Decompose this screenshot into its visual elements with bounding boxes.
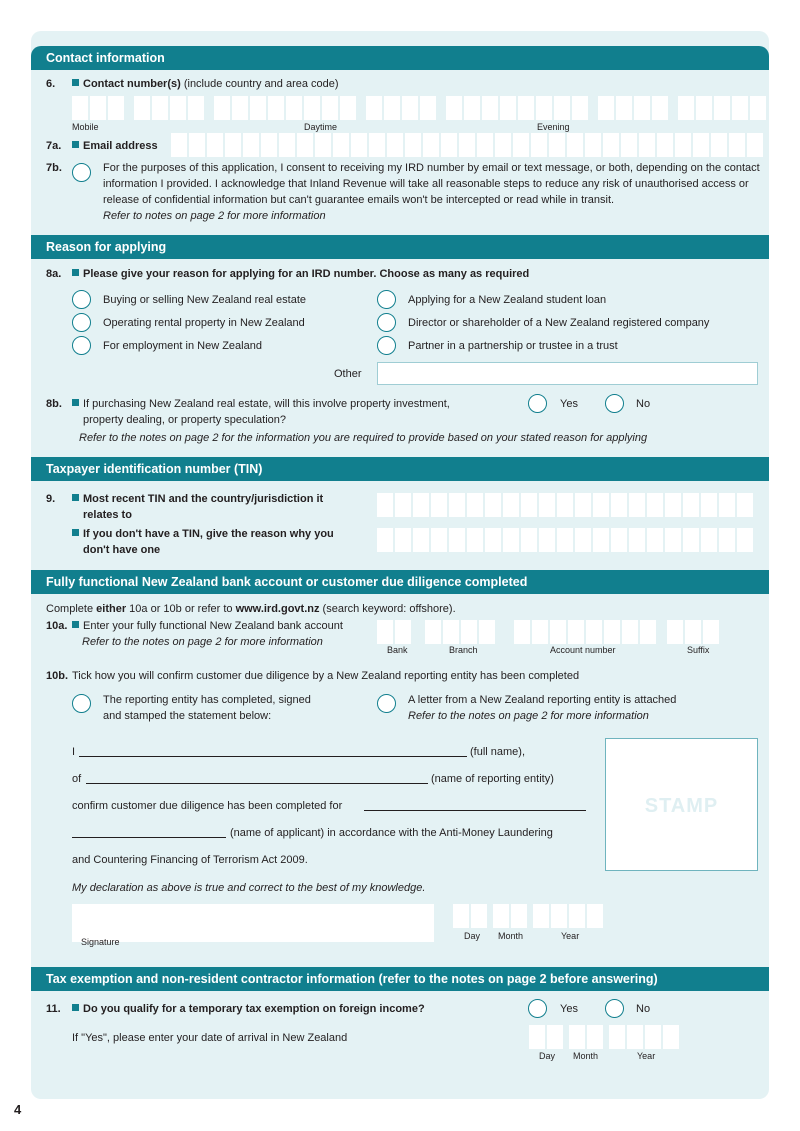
other-label: Other	[334, 368, 362, 380]
input-cell[interactable]	[711, 133, 727, 157]
q9-reason-label-line1: If you don't have a TIN, give the reason why you	[72, 526, 334, 542]
q10a-label: Enter your fully functional New Zealand bank account	[72, 618, 343, 634]
input-cell[interactable]	[485, 528, 501, 552]
signature-label: Signature	[81, 937, 120, 947]
q8b-yes-label: Yes	[560, 398, 578, 410]
q10b-number: 10b.	[46, 670, 69, 682]
arrival-month-field[interactable]	[569, 1025, 605, 1049]
branch-label: Branch	[449, 645, 478, 655]
input-cell[interactable]	[675, 133, 691, 157]
input-cell[interactable]	[377, 493, 393, 517]
input-cell[interactable]	[377, 528, 393, 552]
input-cell[interactable]	[729, 133, 745, 157]
input-cell[interactable]	[207, 133, 223, 157]
input-cell[interactable]	[575, 528, 591, 552]
input-cell[interactable]	[413, 493, 429, 517]
input-cell[interactable]	[485, 493, 501, 517]
arrival-day-label: Day	[539, 1051, 556, 1061]
q10b-label: Tick how you will confirm customer due diligence by a New Zealand reporting entity has been completed	[72, 670, 580, 682]
cdd-letter-radio[interactable]	[377, 694, 396, 713]
decl-year-field[interactable]	[533, 904, 605, 928]
cdd-statement-line1: The reporting entity has completed, signed	[103, 694, 311, 706]
q11-label: Do you qualify for a temporary tax exemption on foreign income?	[72, 1001, 425, 1017]
input-cell[interactable]	[665, 528, 681, 552]
tin-reason-field[interactable]	[377, 528, 755, 552]
suffix-field[interactable]	[667, 620, 721, 644]
input-cell[interactable]	[395, 493, 411, 517]
email-field[interactable]	[171, 133, 765, 157]
input-cell[interactable]	[503, 528, 519, 552]
decl-confirm: confirm customer due diligence has been completed for	[72, 800, 343, 812]
arrival-year-field[interactable]	[609, 1025, 681, 1049]
section-header-tin: Taxpayer identification number (TIN)	[31, 457, 769, 481]
account-number-label: Account number	[550, 645, 616, 655]
q9-number: 9.	[46, 493, 56, 505]
mobile-label: Mobile	[72, 122, 99, 132]
input-cell[interactable]	[315, 133, 331, 157]
input-cell[interactable]	[171, 133, 187, 157]
input-cell[interactable]	[737, 528, 753, 552]
section-header-bank: Fully functional New Zealand bank account or customer due diligence completed	[31, 570, 769, 594]
account-number-field[interactable]	[514, 620, 658, 644]
mobile-field[interactable]	[72, 96, 304, 120]
reason-label: Buying or selling New Zealand real estate	[103, 294, 307, 306]
q6-label: Contact number(s) (include country and area code)	[72, 76, 339, 92]
bullet-square-icon	[72, 529, 79, 536]
section-header-tax: Tax exemption and non-resident contractor information (refer to the notes on page 2 before answering)	[31, 967, 769, 991]
input-cell[interactable]	[539, 493, 555, 517]
daytime-label: Daytime	[304, 122, 338, 132]
input-cell[interactable]	[423, 133, 439, 157]
input-cell[interactable]	[593, 528, 609, 552]
input-cell[interactable]	[747, 133, 763, 157]
reason-radio-employment[interactable]	[72, 336, 91, 355]
signature-box[interactable]	[72, 904, 434, 942]
decl-true: My declaration as above is true and correct to the best of my knowledge.	[72, 882, 426, 894]
input-cell[interactable]	[521, 528, 537, 552]
arrival-year-label: Year	[637, 1051, 656, 1061]
applicant-line-2[interactable]	[72, 837, 226, 838]
decl-i: I	[72, 746, 76, 758]
stamp-box	[605, 738, 758, 871]
cdd-letter-line1: A letter from a New Zealand reporting entity is attached	[408, 694, 677, 706]
input-cell[interactable]	[611, 528, 627, 552]
q11-number: 11.	[46, 1003, 61, 1015]
q8b-number: 8b.	[46, 398, 62, 410]
page-number: 4	[14, 1102, 22, 1117]
other-reason-input[interactable]	[377, 362, 758, 385]
input-cell[interactable]	[431, 493, 447, 517]
input-cell[interactable]	[297, 133, 313, 157]
input-cell[interactable]	[395, 528, 411, 552]
cdd-statement-radio[interactable]	[72, 694, 91, 713]
input-cell[interactable]	[279, 133, 295, 157]
decl-act: and Countering Financing of Terrorism Act 2009.	[72, 854, 308, 866]
daytime-field[interactable]	[304, 96, 536, 120]
bank-label: Bank	[387, 645, 408, 655]
reason-radio-real-estate[interactable]	[72, 290, 91, 309]
bullet-square-icon	[72, 1004, 79, 1011]
input-cell[interactable]	[495, 133, 511, 157]
input-cell[interactable]	[477, 133, 493, 157]
input-cell[interactable]	[603, 133, 619, 157]
input-cell[interactable]	[701, 528, 717, 552]
q9-tin-label-line1: Most recent TIN and the country/jurisdiction it	[72, 491, 323, 507]
consent-note: Refer to notes on page 2 for more information	[103, 210, 326, 222]
input-cell[interactable]	[549, 133, 565, 157]
q8b-note: Refer to the notes on page 2 for the information you are required to provide based on your stated reason for applying	[79, 432, 648, 444]
input-cell[interactable]	[413, 528, 429, 552]
input-cell[interactable]	[585, 133, 601, 157]
input-cell[interactable]	[719, 528, 735, 552]
q10a-number: 10a.	[46, 620, 68, 632]
input-cell[interactable]	[441, 133, 457, 157]
decl-day-field[interactable]	[453, 904, 489, 928]
input-cell[interactable]	[459, 133, 475, 157]
consent-radio[interactable]	[72, 163, 91, 182]
q8b-no-radio[interactable]	[605, 394, 624, 413]
input-cell[interactable]	[449, 528, 465, 552]
bank-intro: Complete either 10a or 10b or refer to www.ird.govt.nz (search keyword: offshore).	[46, 603, 456, 615]
input-cell[interactable]	[629, 528, 645, 552]
input-cell[interactable]	[665, 493, 681, 517]
input-cell[interactable]	[387, 133, 403, 157]
bullet-square-icon	[72, 269, 79, 276]
decl-fullname: (full name),	[470, 746, 526, 758]
input-cell[interactable]	[629, 493, 645, 517]
q9-tin-label-line2: relates to	[83, 509, 132, 521]
stamp-watermark: STAMP	[644, 795, 719, 817]
section-header-reason: Reason for applying	[31, 235, 769, 259]
q8b-yes-radio[interactable]	[528, 394, 547, 413]
bank-code-field[interactable]	[377, 620, 413, 644]
input-cell[interactable]	[557, 528, 573, 552]
q8b-label-line2: property dealing, or property speculation?	[83, 414, 287, 426]
decl-of: of	[72, 773, 82, 785]
input-cell[interactable]	[243, 133, 259, 157]
reason-radio-rental[interactable]	[72, 313, 91, 332]
input-cell[interactable]	[557, 493, 573, 517]
input-cell[interactable]	[737, 493, 753, 517]
branch-field[interactable]	[425, 620, 497, 644]
input-cell[interactable]	[449, 493, 465, 517]
q11-yes-radio[interactable]	[528, 999, 547, 1018]
input-cell[interactable]	[261, 133, 277, 157]
input-cell[interactable]	[351, 133, 367, 157]
q11-no-radio[interactable]	[605, 999, 624, 1018]
input-cell[interactable]	[405, 133, 421, 157]
input-cell[interactable]	[647, 528, 663, 552]
section-header-contact: Contact information	[31, 46, 769, 70]
input-cell[interactable]	[611, 493, 627, 517]
q8a-number: 8a.	[46, 268, 62, 280]
decl-applicant: (name of applicant) in accordance with the Anti-Money Laundering	[230, 827, 553, 839]
suffix-label: Suffix	[687, 645, 710, 655]
input-cell[interactable]	[539, 528, 555, 552]
applicant-line-1[interactable]	[364, 810, 586, 811]
input-cell[interactable]	[431, 528, 447, 552]
bullet-square-icon	[72, 494, 79, 501]
arrival-label: If "Yes", please enter your date of arrival in New Zealand	[72, 1032, 348, 1044]
reason-radio-director[interactable]	[377, 313, 396, 332]
reason-label: Operating rental property in New Zealand	[103, 317, 305, 329]
q11-no-label: No	[636, 1003, 651, 1015]
input-cell[interactable]	[693, 133, 709, 157]
input-cell[interactable]	[567, 133, 583, 157]
reporting-entity-line[interactable]	[86, 783, 428, 784]
input-cell[interactable]	[225, 133, 241, 157]
input-cell[interactable]	[683, 493, 699, 517]
decl-month-label: Month	[498, 931, 524, 941]
q10a-note: Refer to the notes on page 2 for more information	[82, 636, 323, 648]
decl-entity: (name of reporting entity)	[431, 773, 554, 785]
input-cell[interactable]	[521, 493, 537, 517]
decl-day-label: Day	[464, 931, 481, 941]
bullet-square-icon	[72, 141, 79, 148]
input-cell[interactable]	[621, 133, 637, 157]
input-cell[interactable]	[467, 493, 483, 517]
input-cell[interactable]	[575, 493, 591, 517]
bullet-square-icon	[72, 79, 79, 86]
input-cell[interactable]	[701, 493, 717, 517]
q8b-label-line1: If purchasing New Zealand real estate, will this involve property investment,	[72, 396, 450, 412]
evening-label: Evening	[537, 122, 570, 132]
q7a-label: Email address	[72, 138, 158, 154]
input-cell[interactable]	[513, 133, 529, 157]
decl-month-field[interactable]	[493, 904, 529, 928]
q7b-number: 7b.	[46, 162, 62, 174]
input-cell[interactable]	[467, 528, 483, 552]
q6-number: 6.	[46, 78, 56, 90]
input-cell[interactable]	[531, 133, 547, 157]
reason-label: Partner in a partnership or trustee in a trust	[408, 340, 618, 352]
tin-field[interactable]	[377, 493, 755, 517]
cdd-statement-line2: and stamped the statement below:	[103, 710, 272, 722]
full-name-line[interactable]	[79, 756, 467, 757]
input-cell[interactable]	[719, 493, 735, 517]
decl-year-label: Year	[561, 931, 580, 941]
reason-label: Applying for a New Zealand student loan	[408, 294, 607, 306]
arrival-day-field[interactable]	[529, 1025, 565, 1049]
input-cell[interactable]	[593, 493, 609, 517]
input-cell[interactable]	[683, 528, 699, 552]
input-cell[interactable]	[189, 133, 205, 157]
cdd-letter-line2: Refer to the notes on page 2 for more information	[408, 710, 649, 722]
evening-field[interactable]	[536, 96, 768, 120]
input-cell[interactable]	[657, 133, 673, 157]
q8b-no-label: No	[636, 398, 651, 410]
input-cell[interactable]	[503, 493, 519, 517]
arrival-month-label: Month	[573, 1051, 599, 1061]
input-cell[interactable]	[369, 133, 385, 157]
bullet-square-icon	[72, 399, 79, 406]
q9-reason-label-line2: don't have one	[83, 544, 161, 556]
reason-radio-partner[interactable]	[377, 336, 396, 355]
input-cell[interactable]	[639, 133, 655, 157]
q7a-number: 7a.	[46, 140, 62, 152]
bullet-square-icon	[72, 621, 79, 628]
q11-yes-label: Yes	[560, 1003, 578, 1015]
input-cell[interactable]	[333, 133, 349, 157]
reason-label: Director or shareholder of a New Zealand registered company	[408, 317, 710, 329]
reason-radio-student-loan[interactable]	[377, 290, 396, 309]
q8a-label: Please give your reason for applying for an IRD number. Choose as many as required	[72, 266, 529, 282]
consent-text: For the purposes of this application, I consent to receiving my IRD number by email or text message, or both, depending on the contact information I provided. I acknowledge that Inland Revenue will take all reasonable steps to reduce any risk of unauthorised access or release of confidential information but can't guarantee emails won't be intercepted or read while in transit.	[103, 162, 760, 206]
input-cell[interactable]	[647, 493, 663, 517]
reason-label: For employment in New Zealand	[103, 340, 262, 352]
